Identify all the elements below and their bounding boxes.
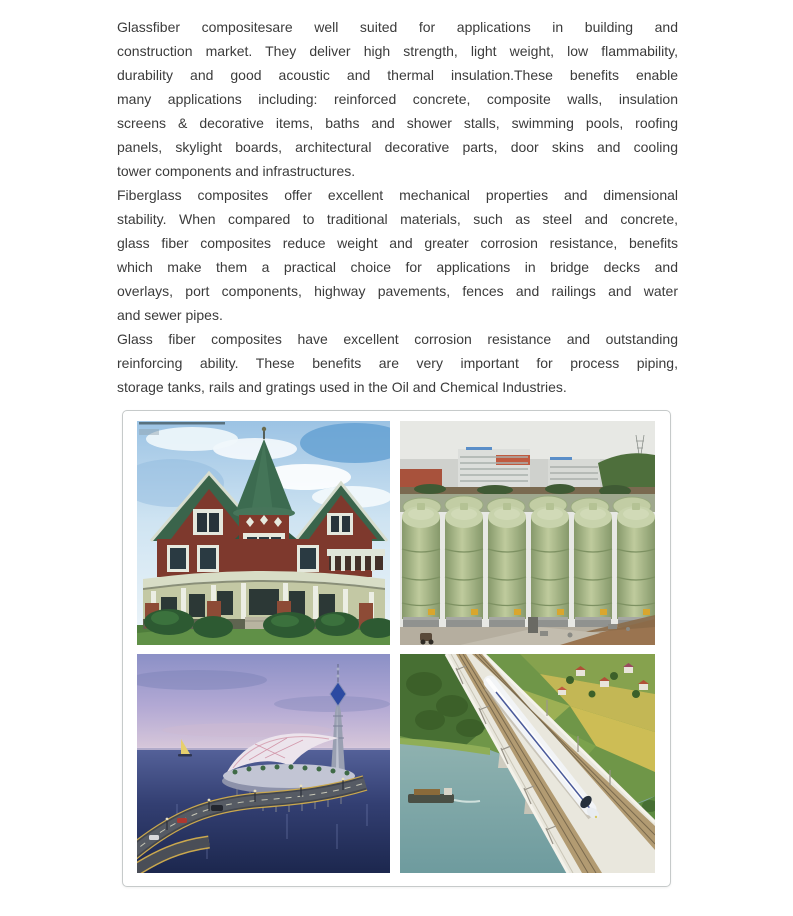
text-line: construction market. They deliver high strength, light weight, low flammability, xyxy=(117,43,678,59)
sea-bridge-tower-illustration xyxy=(137,654,390,873)
text-line: reinforcing ability. These benefits are very important for process piping, xyxy=(117,355,678,371)
text-line: which make them a practical choice for applications in bridge decks and xyxy=(117,259,678,275)
paragraph xyxy=(117,183,678,399)
high-speed-train-bridge-photo xyxy=(400,654,655,873)
text-line: many applications including: reinforced concrete, composite walls, insulation xyxy=(117,91,678,107)
text-line: storage tanks, rails and gratings used in the Oil and Chemical Industries. xyxy=(117,379,567,395)
text-line: stability. When compared to traditional materials, such as steel and concrete, xyxy=(117,211,678,227)
text-line: Glass fiber composites have excellent corrosion resistance and outstanding xyxy=(117,331,678,347)
high-speed-train-bridge-illustration xyxy=(400,654,655,873)
photo-gallery-panel xyxy=(122,410,671,887)
text-line: screens & decorative items, baths and shower stalls, swimming pools, roofing xyxy=(117,115,678,131)
text-line: Glassfiber compositesare well suited for applications in building and xyxy=(117,19,678,35)
sea-bridge-tower-photo xyxy=(137,654,390,873)
text-line: glass fiber composites reduce weight and greater corrosion resistance, benefits xyxy=(117,235,678,251)
frp-storage-tanks-illustration xyxy=(400,421,655,645)
paragraph xyxy=(117,15,678,183)
frp-storage-tanks-photo xyxy=(400,421,655,645)
body-text xyxy=(117,15,678,399)
text-line: panels, skylight boards, architectural decorative parts, door skins and cooling xyxy=(117,139,678,155)
text-line: overlays, port components, highway pavements, fences and railings and water xyxy=(117,283,678,299)
text-line: durability and good acoustic and thermal insulation.These benefits enable xyxy=(117,67,678,83)
victorian-house-illustration xyxy=(137,421,390,645)
text-line: tower components and infrastructures. xyxy=(117,163,356,179)
victorian-house-photo xyxy=(137,421,390,645)
text-line: and sewer pipes. xyxy=(117,307,223,323)
text-line: Fiberglass composites offer excellent mechanical properties and dimensional xyxy=(117,187,678,203)
